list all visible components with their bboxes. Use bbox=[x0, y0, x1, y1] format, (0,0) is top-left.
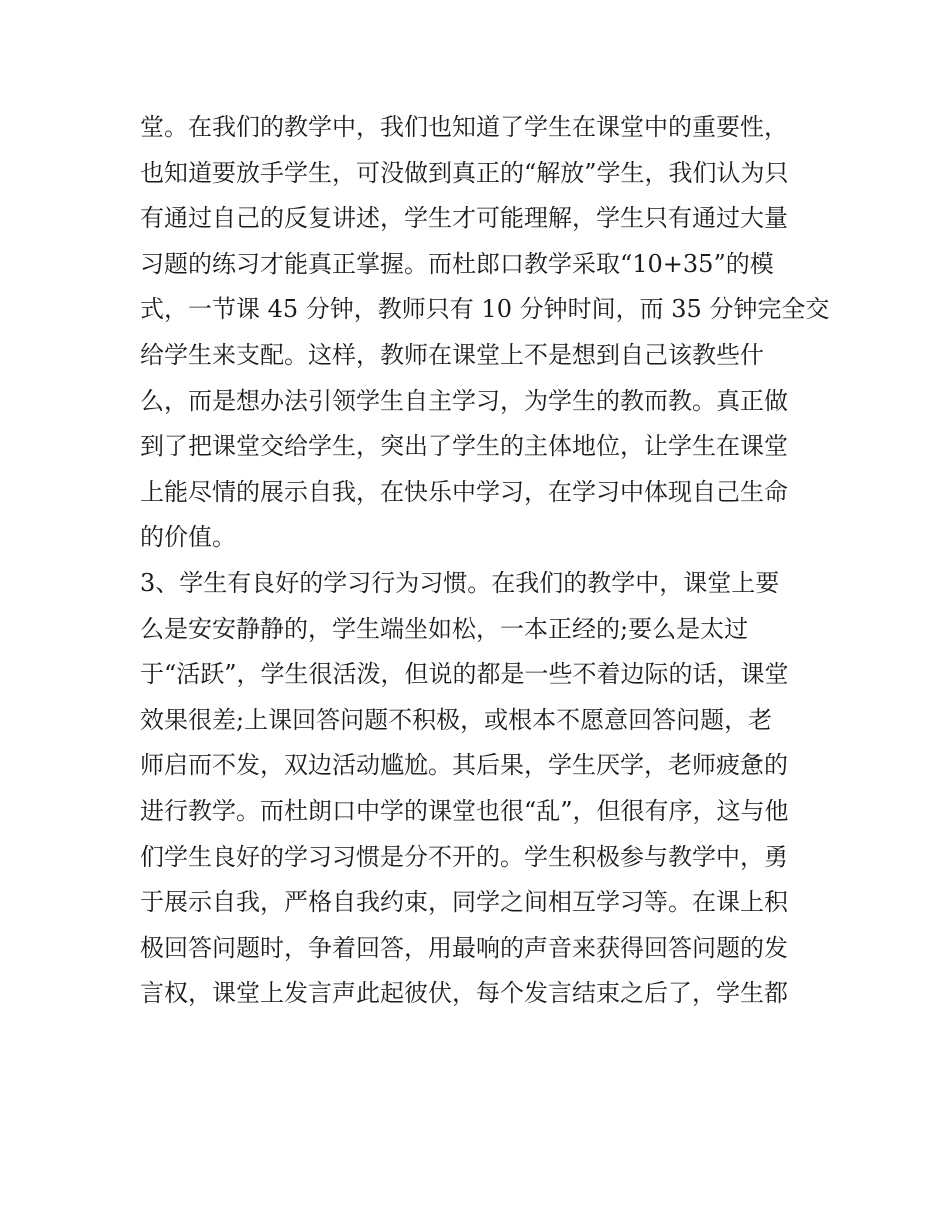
text-line: 师启而不发，双边活动尴尬。其后果，学生厌学，老师疲惫的 bbox=[140, 751, 788, 780]
text-line: 3、学生有良好的学习行为习惯。在我们的教学中，课堂上要 bbox=[140, 568, 780, 597]
text-line: 堂。在我们的教学中，我们也知道了学生在课堂中的重要性， bbox=[140, 113, 788, 141]
text-line: 们学生良好的学习习惯是分不开的。学生积极参与教学中，勇 bbox=[140, 842, 788, 871]
text-line: 效果很差;上课回答问题不积极，或根本不愿意回答问题，老 bbox=[140, 705, 773, 734]
text-line: 习题的练习才能真正掌握。而杜郎口教学采取“10+35”的模 bbox=[140, 249, 774, 278]
text-line: 极回答问题时，争着回答，用最响的声音来获得回答问题的发 bbox=[140, 933, 788, 962]
text-line: 有通过自己的反复讲述，学生才可能理解，学生只有通过大量 bbox=[140, 204, 788, 233]
text-line: 于“活跃”，学生很活泼，但说的都是一些不着边际的话，课堂 bbox=[140, 660, 789, 689]
text-line: 给学生来支配。这样，教师在课堂上不是想到自己该教些什 bbox=[140, 340, 764, 369]
text-line: 么是安安静静的，学生端坐如松，一本正经的;要么是太过 bbox=[140, 614, 749, 643]
body-text bbox=[140, 105, 830, 1017]
text-line: 言权，课堂上发言声此起彼伏，每个发言结束之后了，学生都 bbox=[140, 979, 788, 1008]
text-line: 式，一节课 45 分钟，教师只有 10 分钟时间，而 35 分钟完全交 bbox=[140, 295, 830, 324]
text-line: 进行教学。而杜朗口中学的课堂也很“乱”，但很有序，这与他 bbox=[140, 796, 789, 825]
text-line: 也知道要放手学生，可没做到真正的“解放”学生，我们认为只 bbox=[140, 158, 789, 187]
text-line: 上能尽情的展示自我，在快乐中学习，在学习中体现自己生命 bbox=[140, 477, 788, 506]
text-line: 么，而是想办法引领学生自主学习，为学生的教而教。真正做 bbox=[140, 386, 788, 415]
text-line: 的价值。 bbox=[140, 523, 236, 552]
text-line: 于展示自我，严格自我约束，同学之间相互学习等。在课上积 bbox=[140, 888, 788, 917]
text-line: 到了把课堂交给学生，突出了学生的主体地位，让学生在课堂 bbox=[140, 432, 788, 461]
